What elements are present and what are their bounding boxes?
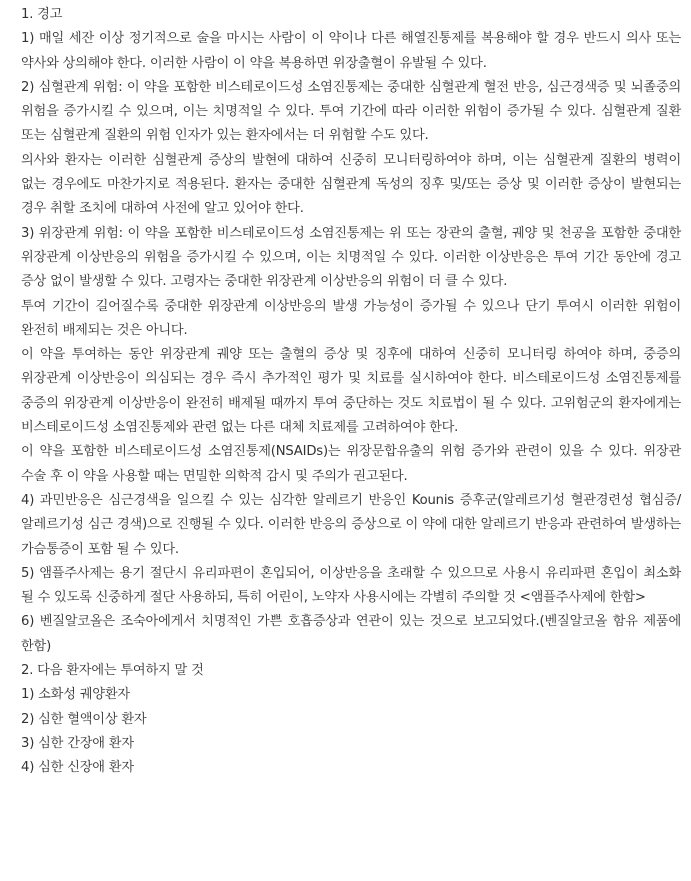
paragraph: 이 약을 투여하는 동안 위장관계 궤양 또는 출혈의 증상 및 징후에 대하여 신중히 모니터링 하여야 하며, 중증의 위장관계 이상반응이 의심되는 경우 즉시 추가적인 평가 및 치료를 실시하여야 한다. 비스테로이드성 소염진통제를 중증의 위장관계 이상반응이 완전히 배제될 때까지 투여 중단하는 것도 치료법이 될 수 있다. 고위험군의 환자에게는 비스테로이드성 소염진통제와 관련 없는 다른 대체 치료제를 고려하여야 한다. <box>21 347 681 436</box>
paragraph: 의사와 환자는 이러한 심혈관계 증상의 발현에 대하여 신중히 모니터링하여야 하며, 이는 심혈관계 질환의 병력이 없는 경우에도 마찬가지로 적용된다. 환자는 중대한 심혈관계 독성의 징후 및/또는 증상 및 이러한 증상이 발현되는 경우 취할 조치에 대하여 사전에 알고 있어야 한다. <box>21 152 681 217</box>
paragraph: 이 약을 포함한 비스테로이드성 소염진통제(NSAIDs)는 위장문합유출의 위험 증가와 관련이 있을 수 있다. 위장관 수술 후 이 약을 사용할 때는 면밀한 의학적 감시 및 주의가 권고된다. <box>21 444 681 484</box>
section-heading-contraindications: 2. 다음 환자에는 투여하지 말 것 <box>21 663 204 679</box>
list-item: 3) 심한 간장애 환자 <box>21 735 134 751</box>
list-item: 4) 심한 신장애 환자 <box>21 760 134 776</box>
list-item: 1) 소화성 궤양환자 <box>21 687 130 703</box>
section-heading-warning: 1. 경고 <box>21 7 63 22</box>
paragraph: 3) 위장관계 위험: 이 약을 포함한 비스테로이드성 소염진통제는 위 또는 장관의 출혈, 궤양 및 천공을 포함한 중대한 위장관계 이상반응의 위험을 증가시킬 수 있으며, 이는 치명적일 수 있다. 이러한 이상반응은 투여 기간 동안에 경고 증상 없이 발생할 수 있다. 고령자는 중대한 위장관계 이상반응의 위험이 더 클 수 있다. <box>21 225 681 290</box>
paragraph: 4) 과민반응은 심근경색을 일으킬 수 있는 심각한 알레르기 반응인 Kounis 증후군(알레르기성 혈관경련성 협심증/알레르기성 심근 경색)으로 진행될 수 있다. 이러한 반응의 증상으로 이 약에 대한 알레르기 반응과 관련하여 발생하는 가슴통증이 포함 될 수 있다. <box>21 492 681 557</box>
paragraph: 2) 심혈관계 위험: 이 약을 포함한 비스테로이드성 소염진통제는 중대한 심혈관계 혈전 반응, 심근경색증 및 뇌졸중의 위험을 증가시킬 수 있으며, 이는 치명적일 수 있다. 투여 기간에 따라 이러한 위험이 증가될 수 있다. 심혈관계 질환 또는 심혈관계 질환의 위험 인자가 있는 환자에서는 더 위험할 수도 있다. <box>21 79 681 144</box>
paragraph: 투여 기간이 길어질수록 중대한 위장관계 이상반응의 발생 가능성이 증가될 수 있으나 단기 투여시 이러한 위험이 완전히 배제되는 것은 아니다. <box>21 298 681 338</box>
paragraph: 1) 매일 세잔 이상 정기적으로 술을 마시는 사람이 이 약이나 다른 해열진통제를 복용해야 할 경우 반드시 의사 또는 약사와 상의해야 한다. 이러한 사람이 이 약을 복용하면 위장출혈이 유발될 수 있다. <box>21 31 681 71</box>
paragraph: 6) 벤질알코올은 조숙아에게서 치명적인 가쁜 호흡증상과 연관이 있는 것으로 보고되었다.(벤질알코올 함유 제품에 한함) <box>21 614 681 654</box>
list-item: 2) 심한 혈액이상 환자 <box>21 711 147 727</box>
paragraph: 5) 앰플주사제는 용기 절단시 유리파편이 혼입되어, 이상반응을 초래할 수 있으므로 사용시 유리파편 혼입이 최소화 될 수 있도록 신중하게 절단 사용하되, 특히 어린이, 노약자 사용시에는 각별히 주의할 것 <앰플주사제에 한함> <box>21 565 681 606</box>
